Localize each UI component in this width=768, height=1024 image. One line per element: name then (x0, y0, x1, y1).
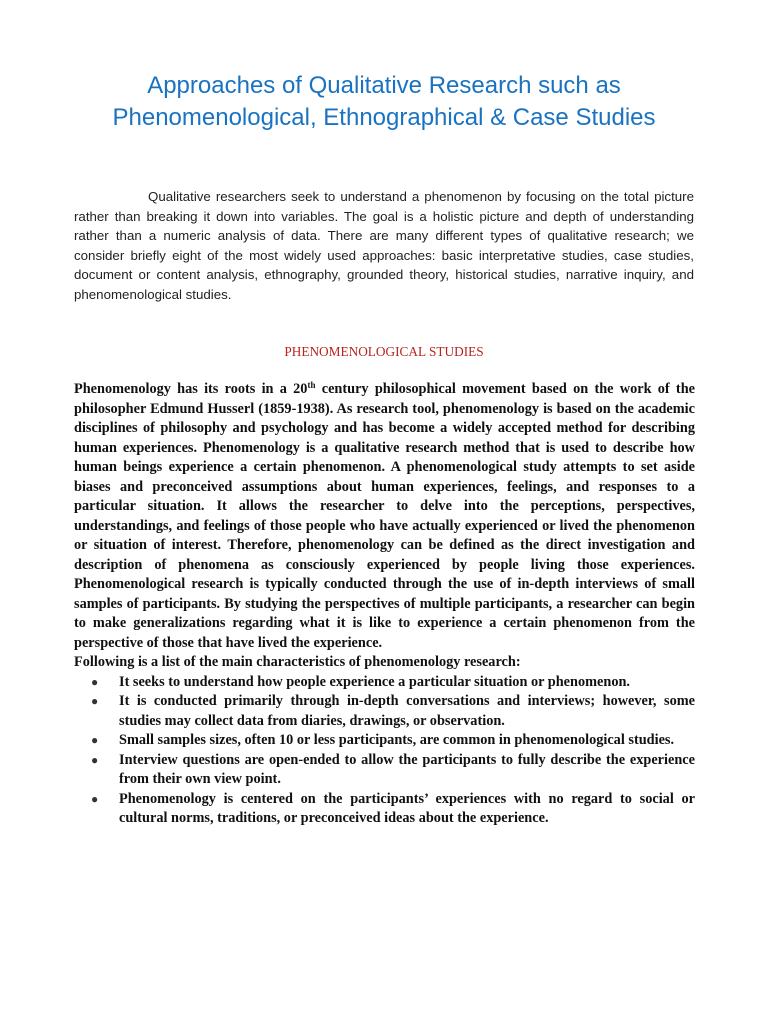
list-item (74, 751, 695, 790)
list-item-text: Small samples sizes, often 10 or less participants, are common in phenomenological studies. (119, 732, 675, 748)
list-item-text: Phenomenology is centered on the participants’ experiences with no regard to social or cultural norms, traditions, or preconceived ideas about the experience. (119, 790, 695, 826)
bullet-icon: ● (91, 694, 99, 708)
paragraph-text-rest: century philosophical movement based on the work of the philosopher Edmund Husserl (1859-1938). As research tool, phenomenology is based on the academic disciplines of philosophy and psychology and has become a widely accepted method for describing human experiences. Phenomenology is a qualitative research method that is used to describe how human beings experience a certain phenomenon. A phenomenological study attempts to set aside biases and preconceived assumptions about human experiences, feelings, and responses to a particular situation. It allows the researcher to delve into the perceptions, perspectives, understandings, and feelings of those people who have actually experienced or lived the phenomenon or situation of interest. Therefore, phenomenology can be defined as the direct investigation and description of phenomena as consciously experienced by people living those experiences. Phenomenological research is typically conducted through the use of in-depth interviews of small samples of participants. By studying the perspectives of multiple participants, a researcher can begin to make generalizations regarding what it is like to experience a certain phenomenon from the perspective of those that have lived the experience. (74, 381, 695, 651)
phenomenology-body (74, 380, 695, 829)
list-item (74, 692, 695, 731)
document-title: Approaches of Qualitative Research such as Phenomenological, Ethnographical & Case Studies (112, 72, 656, 131)
bullet-icon: ● (91, 791, 99, 806)
list-item-text: It is conducted primarily through in-depth conversations and interviews; however, some studies may collect data from diaries, drawings, or observation. (119, 693, 695, 729)
list-item-text: Interview questions are open-ended to allow the participants to fully describe the experience from their own view point. (119, 751, 695, 787)
characteristics-list (74, 673, 695, 829)
phenomenology-paragraph (74, 380, 695, 653)
section-heading: PHENOMENOLOGICAL STUDIES (284, 344, 484, 359)
list-intro: Following is a list of the main characteristics of phenomenology research: (74, 654, 521, 670)
bullet-icon: ● (91, 752, 99, 767)
list-item (74, 731, 695, 751)
list-item (74, 790, 695, 829)
intro-paragraph: Qualitative researchers seek to understand a phenomenon by focusing on the total picture rather than breaking it down into variables. The goal is a holistic picture and depth of understanding rather than a numeric analysis of data. There are many different types of qualitative research; we consider briefly eight of the most widely used approaches: basic interpretative studies, case studies, document or content analysis, ethnography, grounded theory, historical studies, narrative inquiry, and phenomenological studies. (74, 189, 694, 302)
ordinal-superscript: th (307, 380, 316, 390)
list-item (74, 673, 695, 693)
paragraph-text-start: Phenomenology has its roots in a 20 (74, 381, 308, 397)
list-item-text: It seeks to understand how people experience a particular situation or phenomenon. (119, 673, 631, 690)
bullet-icon: ● (91, 674, 99, 689)
bullet-icon: ● (91, 733, 99, 747)
